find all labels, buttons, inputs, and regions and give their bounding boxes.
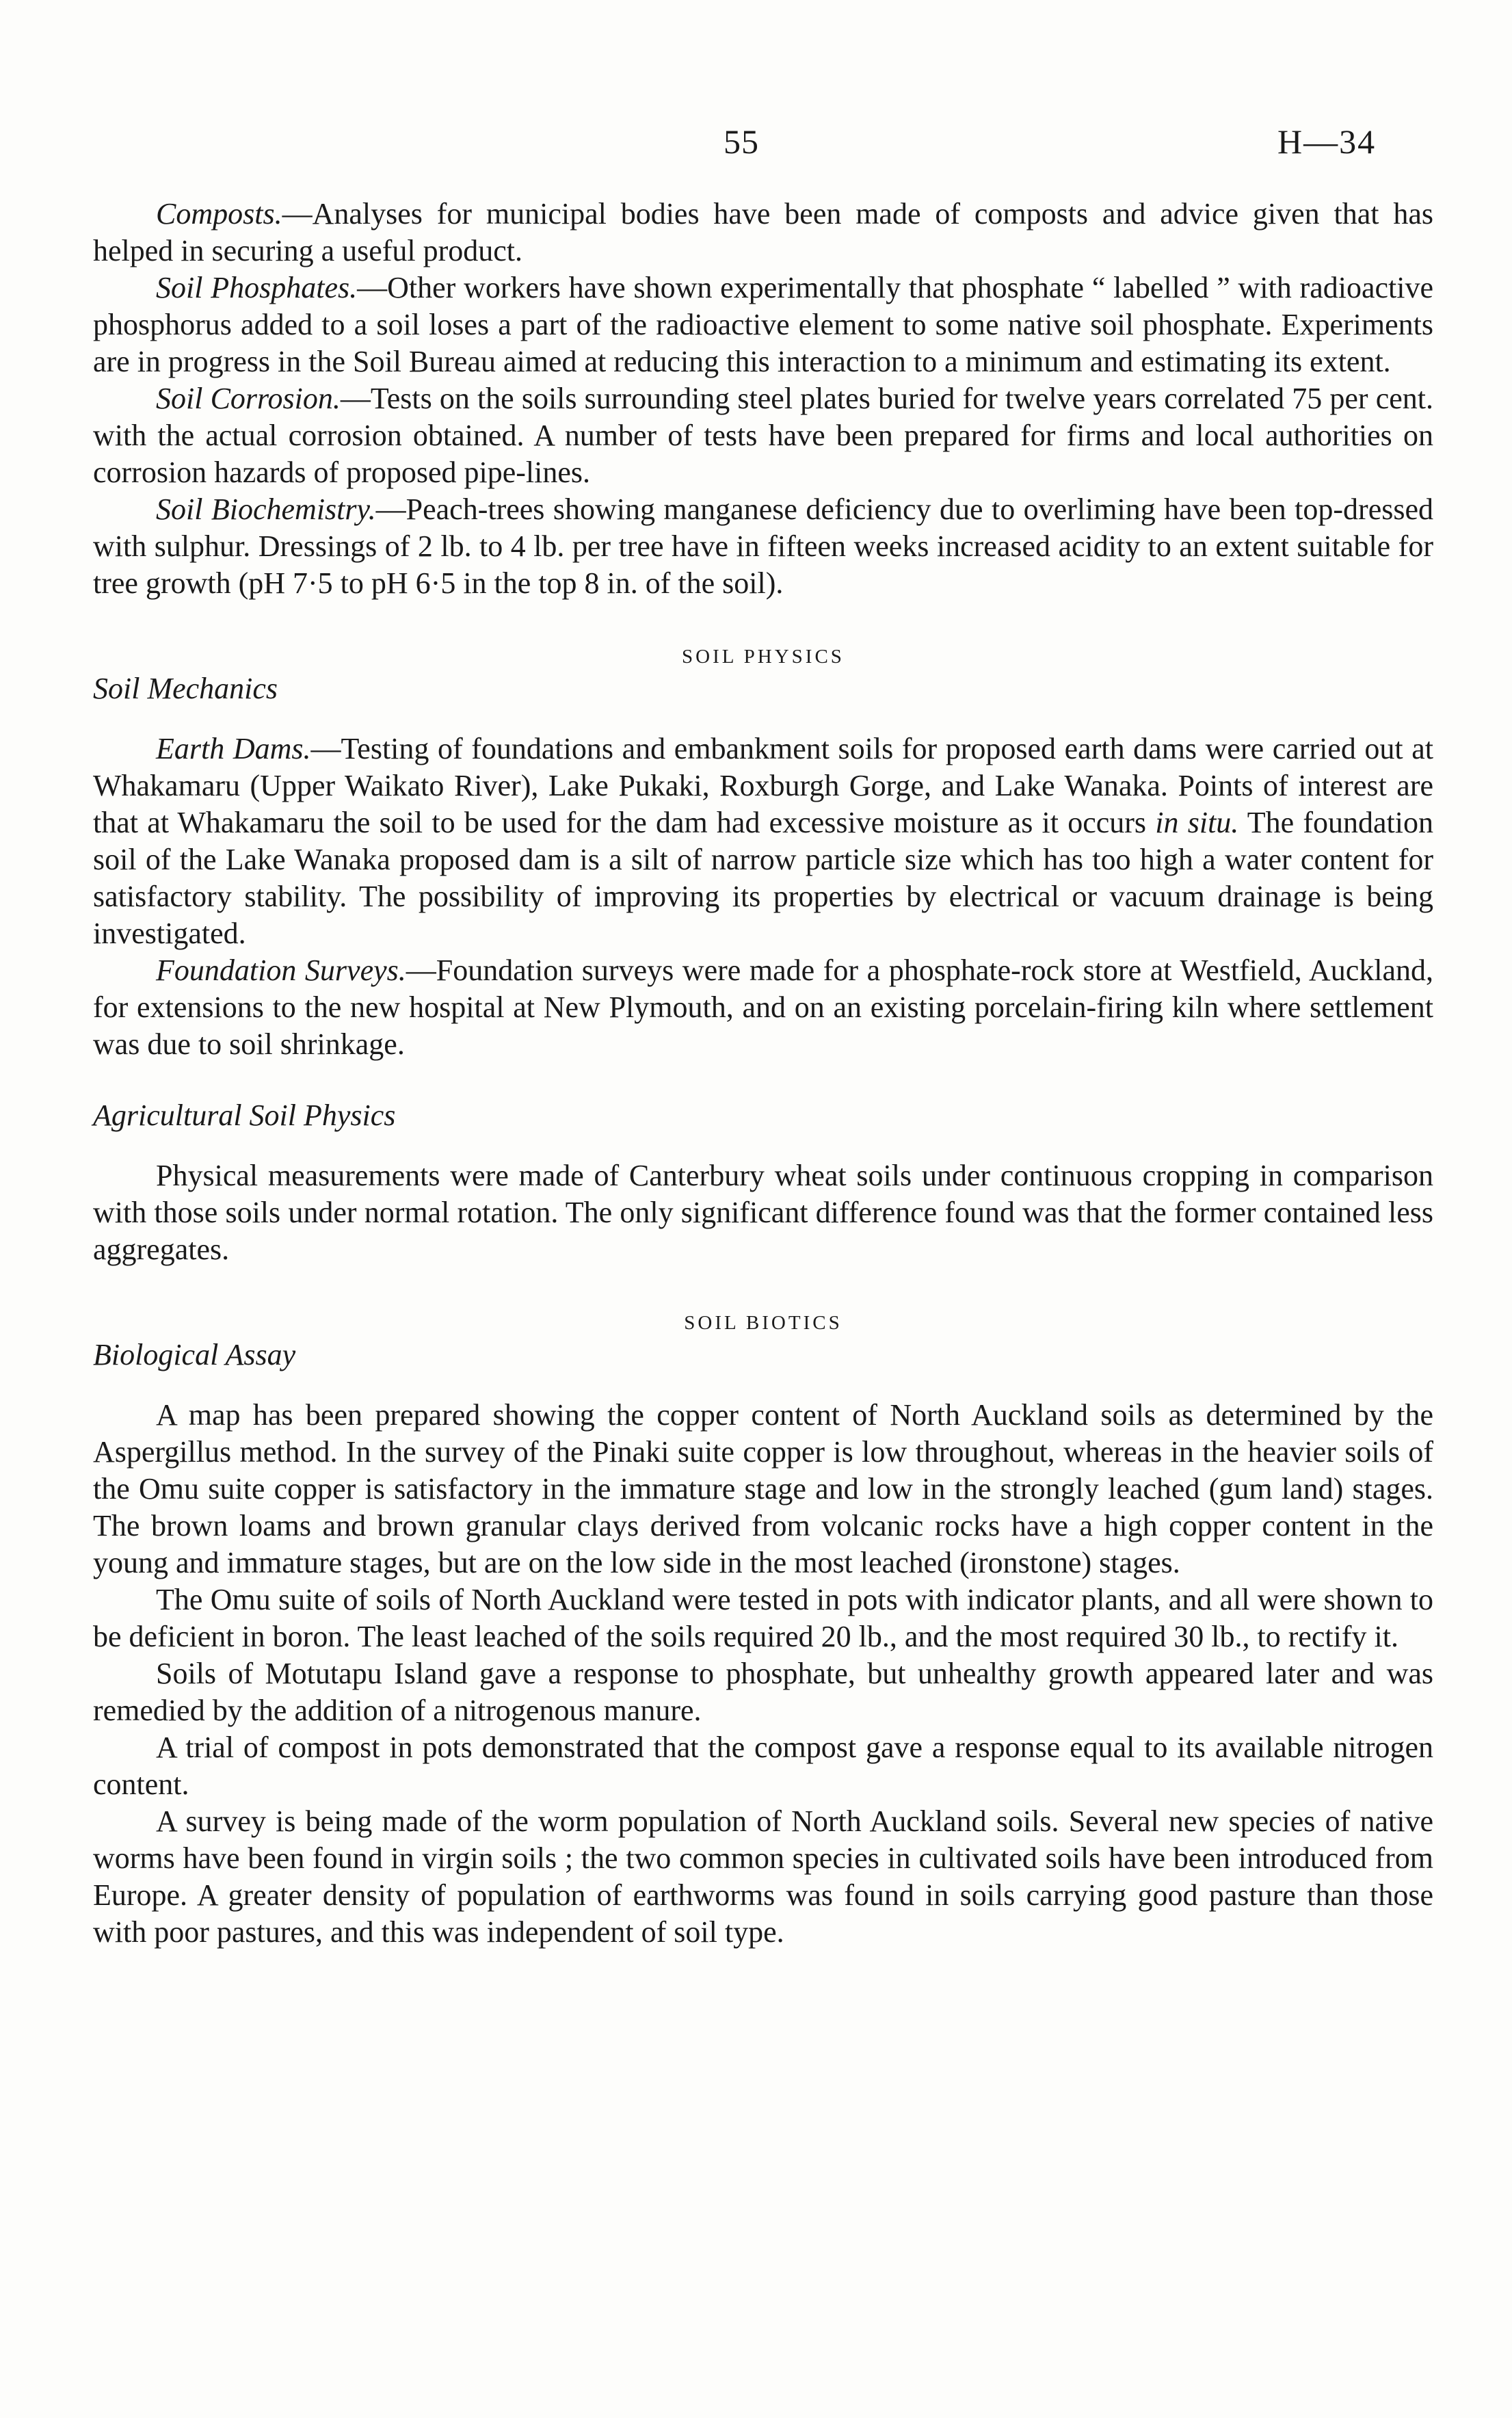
paragraph-text: —Foundation surveys were made for a phosphate-rock store at Westfield, Auckland, for extensions to the new hospital at New Plymouth, and on an existing porcelain-firing kiln where settlement was due to soil shrinkage. [93,954,1433,1061]
paragraph-soil-corrosion [93,380,1433,491]
paragraph-worm-survey: A survey is being made of the worm population of North Auckland soils. Several new species of native worms have been found in virgin soils ; the two common species in cultivated soils have been introduced from Europe. A greater density of population of earthworms was found in soils carrying good pasture than those with poor pastures, and this was independent of soil type. [93,1804,1433,1949]
page-body [93,196,1433,1951]
paragraph-text: —Peach-trees showing manganese deficiency due to overliming have been top-dressed with sulphur. Dressings of 2 lb. to 4 lb. per tree have in fifteen weeks increased acidity to an extent suitable for tree growth (pH 7·5 to pH 6·5 in the top 8 in. of the soil). [93,492,1433,600]
paragraph-text: —Testing of foundations and embankment soils for proposed earth dams were carried out at Whakamaru (Upper Waikato River), Lake Pukaki, Roxburgh Gorge, and Lake Wanaka. Points of interest are that at Whakamaru the soil to be used for the dam had excessive moisture as it occurs [93,732,1433,839]
page-header [0,122,1512,176]
page-number: 55 [724,122,759,161]
document-code: H—34 [1277,122,1377,161]
paragraph-motutapu-island: Soils of Motutapu Island gave a response to phosphate, but unhealthy growth appeared later and was remedied by the addition of a nitrogenous manure. [93,1657,1433,1727]
paragraph-text-continued: The foundation soil of the Lake Wanaka proposed dam is a silt of narrow particle size which has too high a water content for satisfactory stability. The possibility of improving its properties by electrical or vacuum drainage is being investigated. [93,806,1433,950]
paragraph-text: —Other workers have shown experimentally that phosphate “ labelled ” with radioactive phosphorus added to a soil loses a part of the radioactive element to some native soil phosphate. Experiments are in progress in the Soil Bureau aimed at reducing this interaction to a minimum and estimating its extent. [93,271,1433,378]
section-heading-soil-biotics: SOIL BIOTICS [684,1312,843,1334]
paragraph-foundation-surveys [93,952,1433,1063]
paragraph-boron-deficiency: The Omu suite of soils of North Auckland were tested in pots with indicator plants, and all were shown to be deficient in boron. The least leached of the soils required 20 lb., and the most required 30 lb., to rectify it. [93,1583,1433,1653]
subheading-biological-assay: Biological Assay [93,1338,296,1371]
paragraph-text: —Tests on the soils surrounding steel plates buried for twelve years correlated 75 per cent. with the actual corrosion obtained. A number of tests have been prepared for firms and local authorities on corrosion hazards of proposed pipe-lines. [93,382,1433,489]
paragraph-composts [93,196,1433,270]
paragraph-agricultural-soil-physics: Physical measurements were made of Canterbury wheat soils under continuous cropping in comparison with those soils under normal rotation. The only significant difference found was that the former contained less aggregates. [93,1159,1433,1266]
run-in-heading: Soil Corrosion. [156,382,341,415]
italic-phrase: in situ. [1155,806,1239,839]
paragraph-soil-phosphates [93,270,1433,380]
subheading-agricultural-soil-physics: Agricultural Soil Physics [93,1099,396,1132]
run-in-heading: Soil Biochemistry. [156,492,376,526]
run-in-heading: Earth Dams. [156,732,311,765]
run-in-heading: Composts. [156,197,282,231]
paragraph-text: —Analyses for municipal bodies have been made of composts and advice given that has helped in securing a useful product. [93,197,1433,267]
run-in-heading: Foundation Surveys. [156,954,406,987]
paragraph-copper-map: A map has been prepared showing the copper content of North Auckland soils as determined by the Aspergillus method. In the survey of the Pinaki suite copper is low throughout, whereas in the heavier soils of the Omu suite copper is satisfactory in the immature stage and low in the strongly leached (gum land) stages. The brown loams and brown granular clays derived from volcanic rocks have a high copper content in the young and immature stages, but are on the low side in the most leached (ironstone) stages. [93,1398,1433,1579]
paragraph-soil-biochemistry [93,491,1433,602]
paragraph-compost-trial: A trial of compost in pots demonstrated that the compost gave a response equal to its available nitrogen content. [93,1731,1433,1801]
run-in-heading: Soil Phosphates. [156,271,358,304]
section-heading-soil-physics: SOIL PHYSICS [682,646,845,668]
subheading-soil-mechanics: Soil Mechanics [93,672,278,705]
paragraph-earth-dams [93,731,1433,952]
